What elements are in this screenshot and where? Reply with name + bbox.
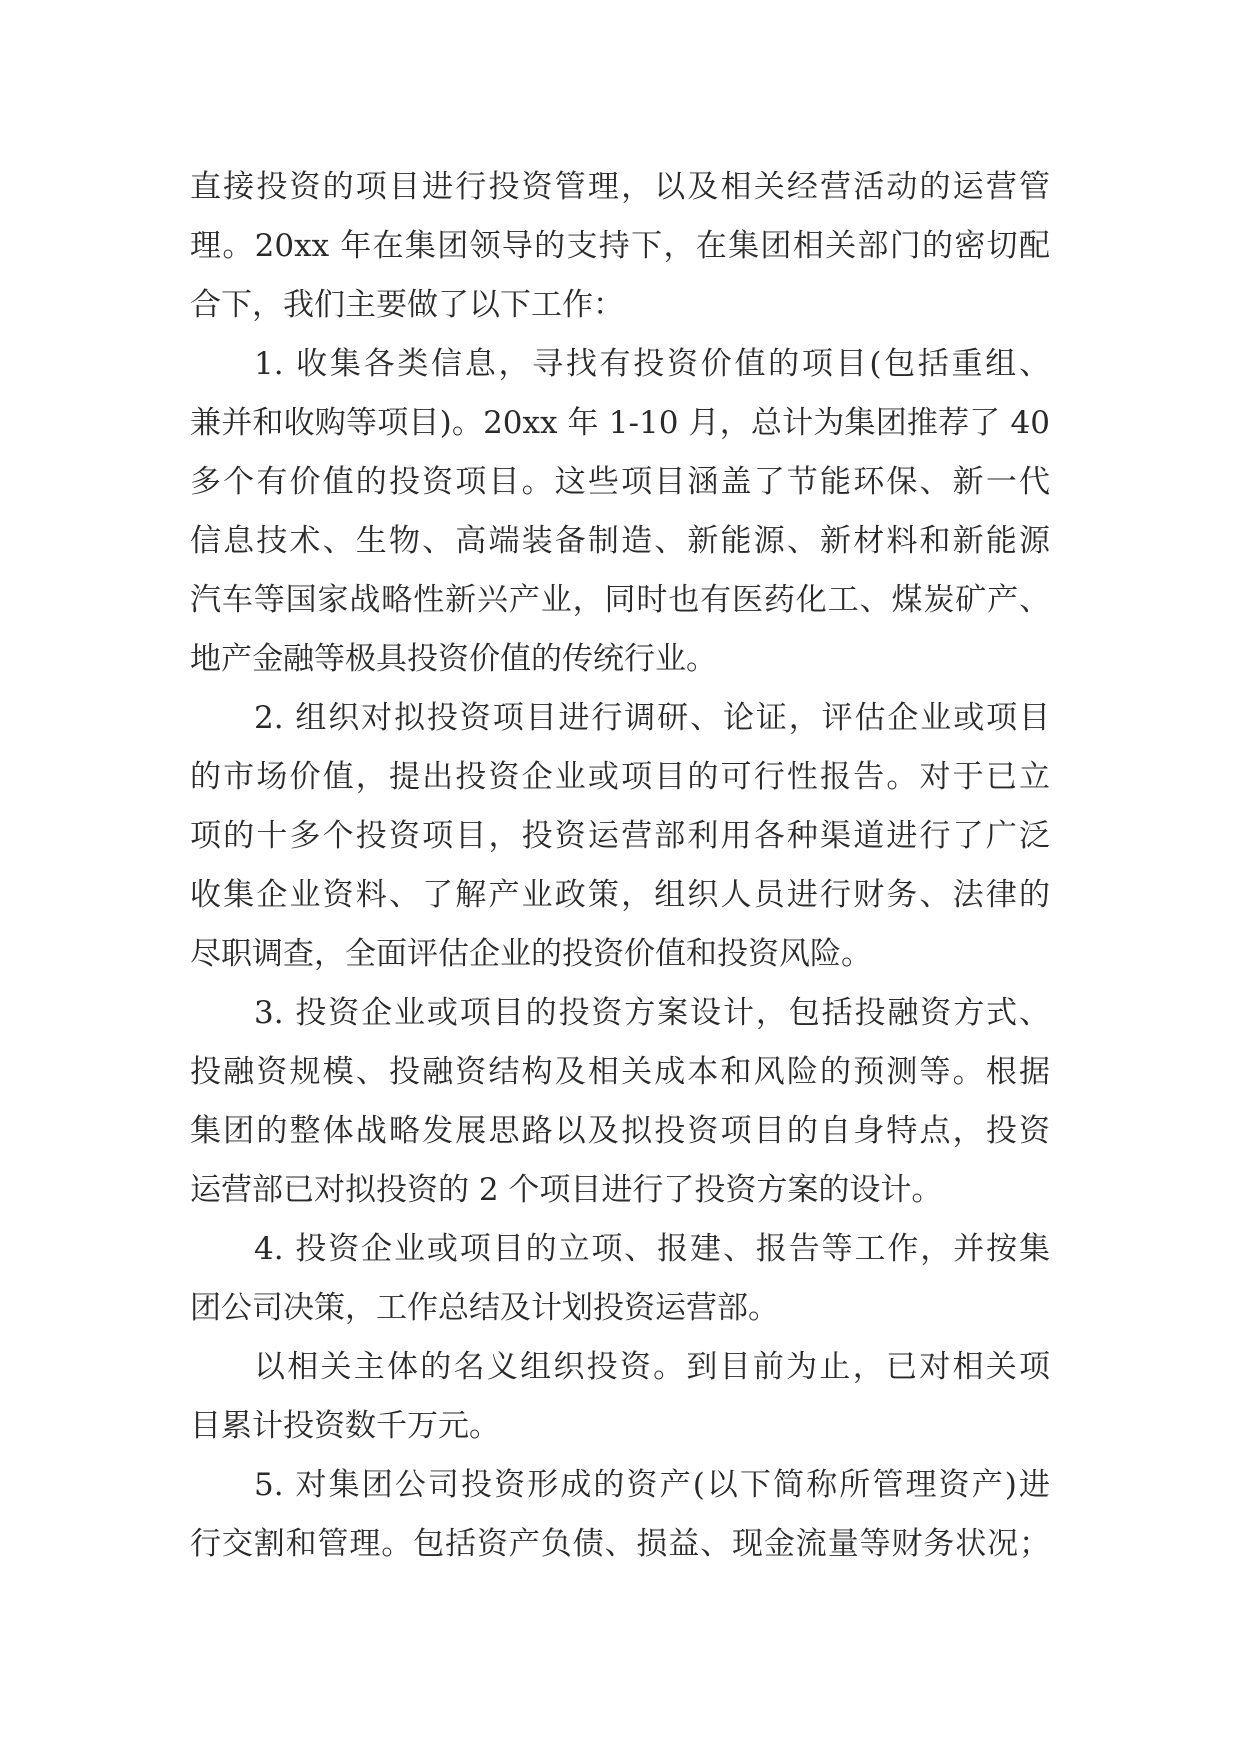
text-line: 以相关主体的名义组织投资。到目前为止，已对相关项 [254, 1349, 1050, 1385]
text-line: 的市场价值，提出投资企业或项目的可行性报告。对于已立 [190, 759, 1050, 795]
text-line: 团公司决策，工作总结及计划投资运营部。 [190, 1290, 779, 1326]
text-line: 3. 投资企业或项目的投资方案设计，包括投融资方式、 [254, 995, 1050, 1031]
text-line: 1. 收集各类信息，寻找有投资价值的项目(包括重组、 [254, 346, 1050, 382]
text-line: 4. 投资企业或项目的立项、报建、报告等工作，并按集 [254, 1231, 1050, 1267]
document-body [190, 158, 1050, 1574]
text-line: 地产金融等极具投资价值的传统行业。 [190, 641, 717, 677]
text-line: 收集企业资料、了解产业政策，组织人员进行财务、法律的 [190, 877, 1050, 913]
text-line: 运营部已对拟投资的 2 个项目进行了投资方案的设计。 [190, 1172, 943, 1208]
text-line: 直接投资的项目进行投资管理，以及相关经营活动的运营管 [190, 169, 1050, 205]
text-line: 项的十多个投资项目，投资运营部利用各种渠道进行了广泛 [190, 818, 1050, 854]
text-line: 行交割和管理。包括资产负债、损益、现金流量等财务状况； [190, 1526, 1050, 1562]
text-line: 汽车等国家战略性新兴产业，同时也有医药化工、煤炭矿产、 [190, 582, 1050, 618]
text-line: 兼并和收购等项目)。20xx 年 1-10 月，总计为集团推荐了 40 [190, 405, 1050, 441]
text-line: 多个有价值的投资项目。这些项目涵盖了节能环保、新一代 [190, 464, 1050, 500]
text-line: 投融资规模、投融资结构及相关成本和风险的预测等。根据 [190, 1054, 1050, 1090]
text-line: 集团的整体战略发展思路以及拟投资项目的自身特点，投资 [190, 1113, 1050, 1149]
text-line: 合下，我们主要做了以下工作： [190, 287, 624, 323]
text-line: 5. 对集团公司投资形成的资产(以下简称所管理资产)进 [254, 1467, 1050, 1503]
text-line: 尽职调查，全面评估企业的投资价值和投资风险。 [190, 936, 872, 972]
text-line: 目累计投资数千万元。 [190, 1408, 500, 1444]
text-line: 2. 组织对拟投资项目进行调研、论证，评估企业或项目 [254, 700, 1050, 736]
text-line: 理。20xx 年在集团领导的支持下，在集团相关部门的密切配 [190, 228, 1050, 264]
text-line: 信息技术、生物、高端装备制造、新能源、新材料和新能源 [190, 523, 1050, 559]
